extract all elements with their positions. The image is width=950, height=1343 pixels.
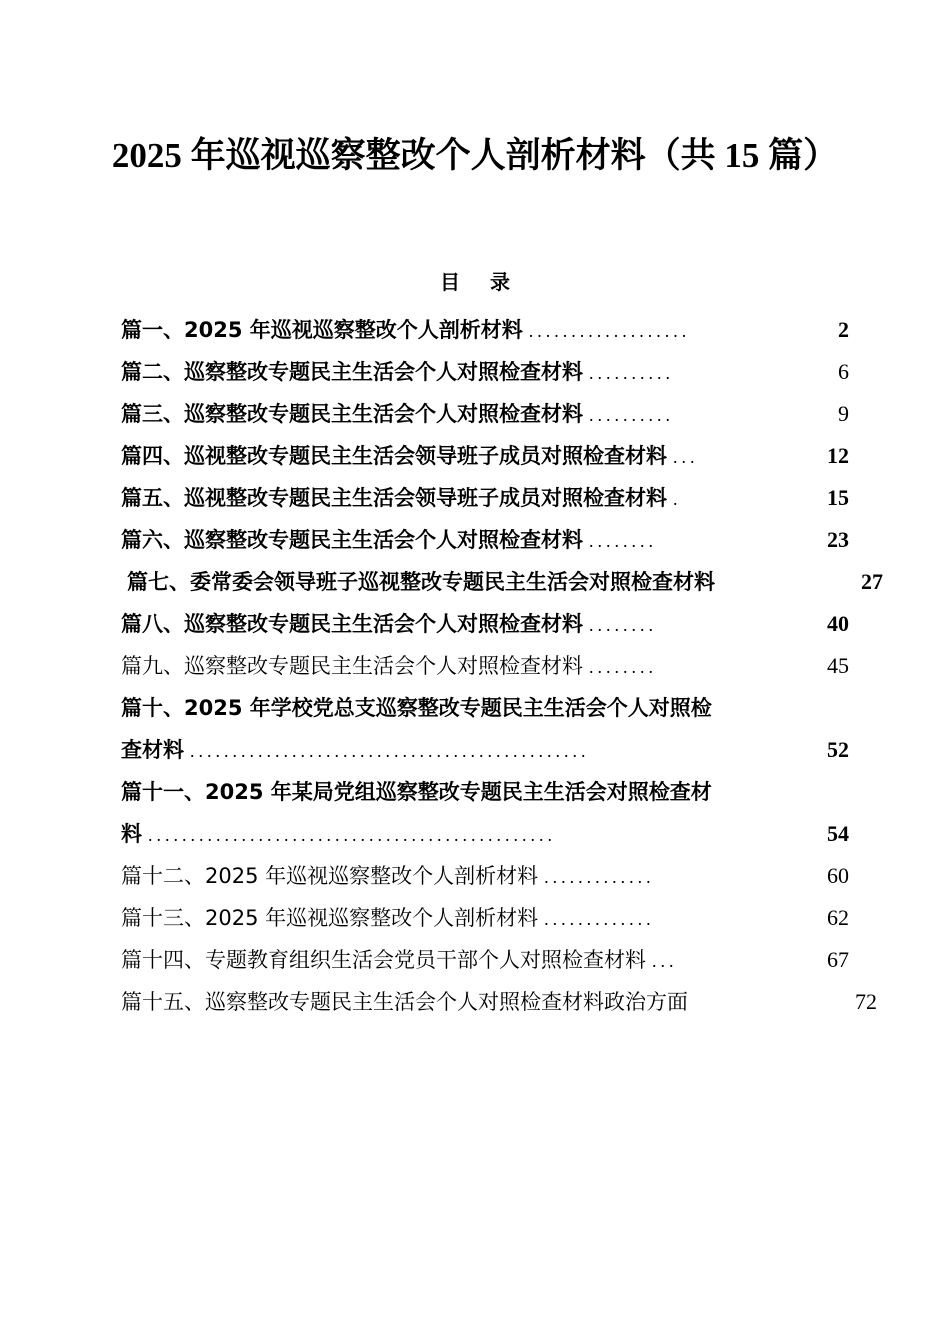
toc-entry-label: 篇九、巡察整改专题民主生活会个人对照检查材料	[121, 654, 583, 678]
toc-entry-13[interactable]	[121, 900, 861, 942]
toc-entry-label: 篇十一、2025 年某局党组巡察整改专题民主生活会对照检查材	[121, 780, 712, 804]
toc-entry-4[interactable]	[121, 438, 861, 480]
toc-page-number: 23	[827, 527, 849, 552]
toc-page-number: 40	[827, 611, 849, 636]
toc-leader-dots: ...	[652, 951, 678, 971]
toc-entry-3[interactable]	[121, 396, 861, 438]
toc-page-number: 27	[861, 569, 883, 594]
toc-entry-label: 篇十、2025 年学校党总支巡察整改专题民主生活会个人对照检	[121, 696, 712, 720]
toc-entry-label: 篇十五、巡察整改专题民主生活会个人对照检查材料政治方面	[121, 990, 688, 1014]
toc-entry-6[interactable]	[121, 522, 861, 564]
toc-page-number: 15	[827, 485, 849, 510]
toc-leader-dots: ................................................	[148, 825, 556, 845]
toc-leader-dots: ...	[673, 447, 699, 467]
toc-page-number: 67	[827, 947, 849, 972]
toc-leader-dots: .............	[544, 909, 655, 929]
toc-page-number: 52	[827, 737, 849, 762]
toc-page-number: 54	[827, 821, 849, 846]
toc-leader-dots: .	[673, 489, 682, 509]
toc-entry-label: 篇三、巡察整改专题民主生活会个人对照检查材料	[121, 402, 583, 426]
toc-entry-label-continued: 查材料	[121, 738, 184, 762]
toc-page-number: 62	[827, 905, 849, 930]
toc-entry-label: 篇二、巡察整改专题民主生活会个人对照检查材料	[121, 360, 583, 384]
toc-leader-dots: ........	[589, 531, 657, 551]
toc-leader-dots: .............	[544, 867, 655, 887]
toc-page-number: 60	[827, 863, 849, 888]
toc-entry-12[interactable]	[121, 858, 861, 900]
toc-entry-label: 篇六、巡察整改专题民主生活会个人对照检查材料	[121, 528, 583, 552]
toc-entry-label: 篇五、巡视整改专题民主生活会领导班子成员对照检查材料	[121, 486, 667, 510]
toc-leader-dots: ........	[589, 657, 657, 677]
toc-entry-label: 篇一、2025 年巡视巡察整改个人剖析材料	[121, 318, 523, 342]
toc-entry-7[interactable]	[121, 564, 883, 606]
table-of-contents	[121, 312, 883, 1026]
toc-leader-dots: ..........	[589, 363, 674, 383]
toc-leader-dots: ..........	[589, 405, 674, 425]
toc-entry-5[interactable]	[121, 480, 861, 522]
toc-entry-15[interactable]	[121, 984, 877, 1026]
toc-heading: 目录	[440, 270, 540, 294]
toc-entry-11[interactable]	[121, 774, 861, 858]
toc-entry-9[interactable]	[121, 648, 861, 690]
toc-entry-label-continued: 料	[121, 822, 142, 846]
toc-leader-dots: ...................	[528, 321, 691, 341]
toc-leader-dots: ...............................................	[190, 741, 590, 761]
toc-page-number: 2	[838, 317, 849, 342]
toc-entry-label: 篇十二、2025 年巡视巡察整改个人剖析材料	[121, 864, 539, 888]
toc-entry-label: 篇七、委常委会领导班子巡视整改专题民主生活会对照检查材料	[127, 570, 715, 594]
toc-page-number: 12	[827, 443, 849, 468]
document-title: 2025 年巡视巡察整改个人剖析材料（共 15 篇）	[111, 136, 839, 175]
toc-entry-label: 篇十三、2025 年巡视巡察整改个人剖析材料	[121, 906, 539, 930]
toc-page-number: 72	[855, 989, 877, 1014]
toc-page-number: 45	[827, 653, 849, 678]
toc-leader-dots: ........	[589, 615, 657, 635]
toc-entry-label: 篇十四、专题教育组织生活会党员干部个人对照检查材料	[121, 948, 646, 972]
toc-entry-label: 篇四、巡视整改专题民主生活会领导班子成员对照检查材料	[121, 444, 667, 468]
toc-entry-2[interactable]	[121, 354, 861, 396]
toc-entry-label: 篇八、巡察整改专题民主生活会个人对照检查材料	[121, 612, 583, 636]
toc-page-number: 9	[838, 401, 849, 426]
toc-entry-10[interactable]	[121, 690, 861, 774]
toc-entry-14[interactable]	[121, 942, 861, 984]
toc-page-number: 6	[838, 359, 849, 384]
toc-entry-1[interactable]	[121, 312, 861, 354]
toc-entry-8[interactable]	[121, 606, 861, 648]
